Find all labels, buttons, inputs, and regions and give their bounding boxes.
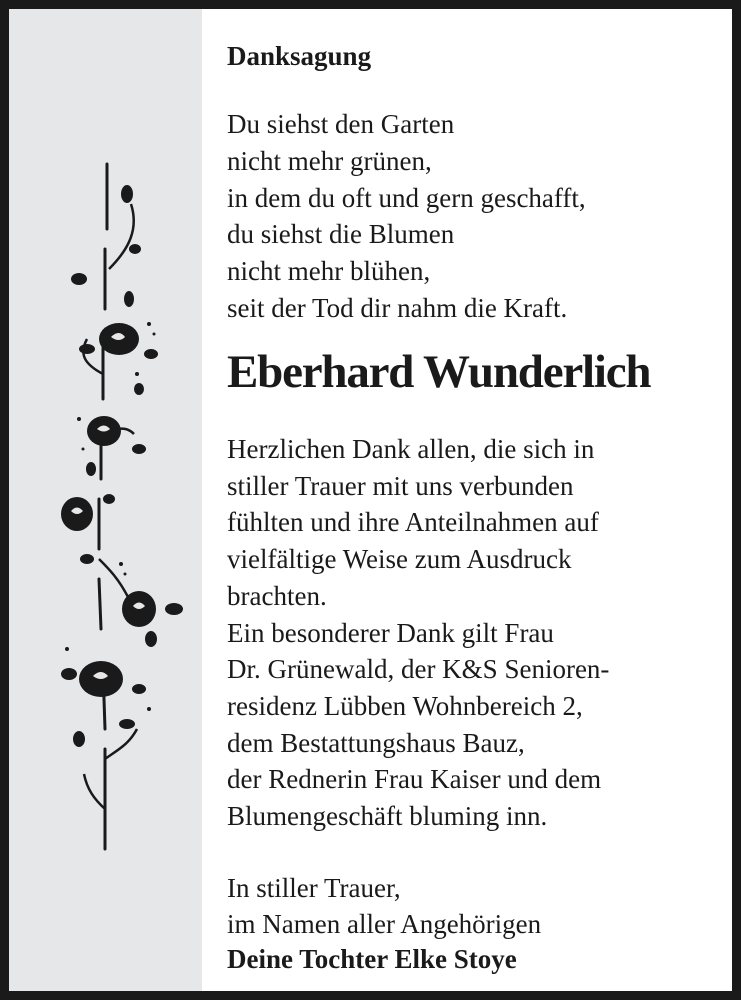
thanks-line: dem Bestattungshaus Bauz, [227, 727, 525, 758]
verse-line: nicht mehr blühen, [227, 256, 431, 287]
thanks-line: vielfältige Weise zum Ausdruck [227, 544, 572, 575]
ornament-panel [9, 9, 202, 991]
thanks-line: residenz Lübben Wohnbereich 2, [227, 690, 583, 721]
thanks-line: Dr. Grünewald, der K&S Senioren- [227, 654, 610, 685]
thanks-line: Ein besonderer Dank gilt Frau [227, 617, 554, 648]
closing-block [227, 871, 541, 978]
closing-line: In stiller Trauer, [227, 873, 401, 903]
verse-line: Du siehst den Garten [227, 109, 455, 139]
thanks-line: Blumengeschäft bluming inn. [227, 801, 548, 832]
verse-line: du siehst die Blumen [227, 219, 455, 250]
deceased-name: Eberhard Wunderlich [227, 346, 651, 398]
verse-line: in dem du oft und gern geschafft, [227, 182, 586, 213]
thanks-line: fühlten und ihre Anteilnahmen auf [227, 507, 599, 538]
thanks-line: brachten. [227, 580, 327, 611]
verse-line: nicht mehr grünen, [227, 145, 432, 176]
thanks-line: stiller Trauer mit uns verbunden [227, 470, 574, 501]
signature: Deine Tochter Elke Stoye [227, 944, 517, 974]
verse-line: seit der Tod dir nahm die Kraft. [227, 292, 568, 323]
closing-line: im Namen aller Angehörigen [227, 908, 542, 939]
rose-vine-ornament-icon [39, 149, 189, 869]
notice-heading: Danksagung [227, 41, 372, 71]
thanks-paragraph [227, 431, 609, 835]
thanks-line: Herzlichen Dank allen, die sich in [227, 434, 595, 464]
memorial-verse [227, 106, 586, 327]
thanks-line: der Rednerin Frau Kaiser und dem [227, 764, 602, 795]
